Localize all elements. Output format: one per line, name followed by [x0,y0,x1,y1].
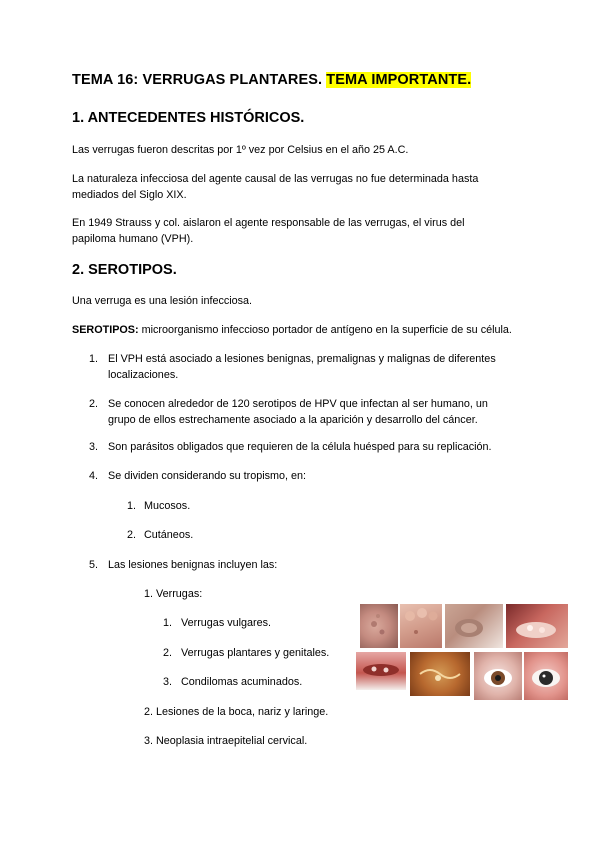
list-item: Las lesiones benignas incluyen las: [108,559,278,571]
list-number: 4. [88,470,98,482]
list-number: 1. [88,353,98,365]
paragraph-celsius: Las verrugas fueron descritas por 1º vez por Celsius en el año 25 A.C. [72,144,409,156]
plantar-lesion-photo [410,652,470,696]
benign-item: 3. Neoplasia intraepitelial cervical. [144,735,308,747]
paragraph-intro: Una verruga es una lesión infecciosa. [72,295,253,307]
list-number: 1. [162,617,172,629]
paragraph-strauss: En 1949 Strauss y col. aislaron el agente responsable de las verrugas, el virus del papiloma humano (VPH). [72,217,465,245]
wart-photo-collage [356,604,568,700]
sole-wart-photo [445,604,503,648]
title-main: TEMA 16: VERRUGAS PLANTARES. [72,72,327,88]
eyelid-wart-photo [474,652,522,700]
mouth-lesion-photo [356,652,406,690]
benign-item: 1. Verrugas: [144,588,203,600]
list-item: Verrugas plantares y genitales. [181,647,330,659]
list-item: El VPH está asociado a lesiones benignas, premalignas y malignas de diferentes localizaciones. [108,353,496,381]
list-item: Mucosos. [144,500,191,512]
list-number: 2. [88,398,98,410]
benign-item: 2. Lesiones de la boca, nariz y laringe. [144,706,329,718]
list-item: Se conocen alrededor de 120 serotipos de HPV que infectan al ser humano, un grupo de ellos estrechamente asociado a la aparición y desarrollo del cáncer. [108,398,488,426]
list-number: 2. [126,529,136,541]
paragraph-definition [72,322,542,338]
list-number: 5. [88,559,98,571]
section2-heading: 2. SEROTIPOS. [72,262,177,278]
list-number: 1. [126,500,136,512]
list-item: Cutáneos. [144,529,194,541]
list-number: 3. [162,676,172,688]
foot-warts-photo [400,604,442,648]
definition-text: microorganismo infeccioso portador de antígeno en la superficie de su célula. [138,324,512,336]
list-item: Condilomas acuminados. [181,676,303,688]
definition-term: SEROTIPOS: [72,324,139,336]
list-item: Verrugas vulgares. [181,617,272,629]
section1-heading: 1. ANTECEDENTES HISTÓRICOS. [72,110,305,126]
lip-lesion-photo [506,604,568,648]
list-number: 2. [162,647,172,659]
eye-lesion-photo [524,652,568,700]
hand-wart-photo [360,604,398,648]
list-item: Son parásitos obligados que requieren de la célula huésped para su replicación. [108,441,492,453]
list-item: Se dividen considerando su tropismo, en: [108,470,307,482]
title-highlight: TEMA IMPORTANTE. [326,72,472,88]
paragraph-nature: La naturaleza infecciosa del agente causal de las verrugas no fue determinada hasta mediados del Siglo XIX. [72,173,479,201]
list-number: 3. [88,441,98,453]
page-title [72,72,471,88]
